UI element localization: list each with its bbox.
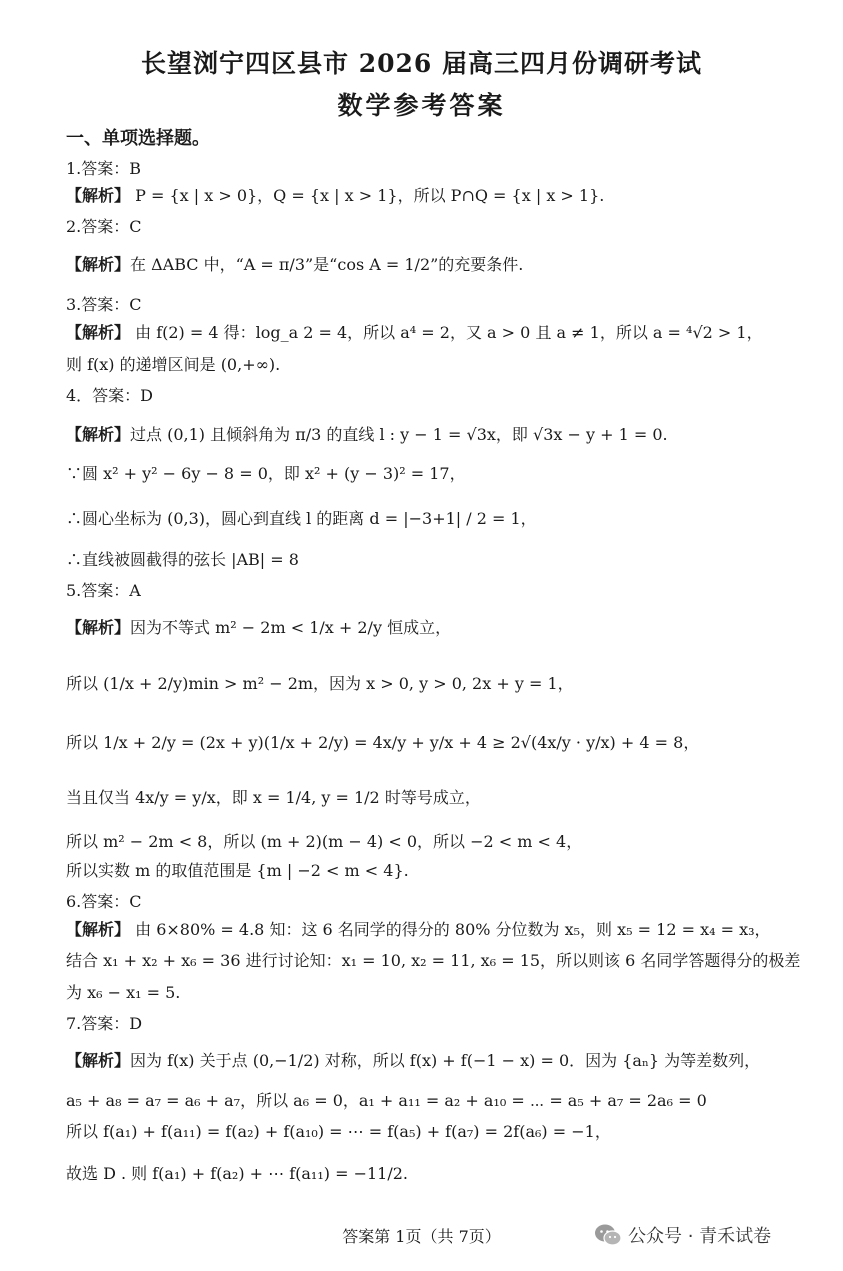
answer-line — [66, 158, 141, 180]
answer-line — [66, 294, 142, 316]
line-text: 所以 m² − 2m < 8，所以 (m + 2)(m − 4) < 0，所以 −2 < m < 4， — [66, 832, 583, 851]
line-text: 故选 D . 则 f(a₁) + f(a₂) + ⋯ f(a₁₁) = −11/2. — [66, 1164, 408, 1183]
explanation-line — [66, 1050, 760, 1072]
line-text: 6.答案：C — [66, 892, 142, 911]
line-text: 在 ΔABC 中，“A = π/3”是“cos A = 1/2”的充要条件. — [130, 255, 524, 274]
answer-line — [66, 891, 142, 913]
explanation-line — [66, 185, 604, 207]
line-text: P = {x | x > 0}，Q = {x | x > 1}，所以 P∩Q = {x | x > 1}. — [130, 186, 605, 205]
answer-line — [66, 216, 142, 238]
section-heading: 一、单项选择题。 — [66, 128, 210, 149]
line-text: 当且仅当 4x/y = y/x，即 x = 1/4, y = 1/2 时等号成立， — [66, 788, 481, 807]
line-text: 过点 (0,1) 且倾斜角为 π/3 的直线 l : y − 1 = √3x，即 √3x − y + 1 = 0. — [130, 425, 668, 444]
page-subtitle: 数学参考答案 — [337, 91, 506, 120]
explanation-tag: 【解析】 — [66, 618, 131, 637]
answer-line — [66, 508, 537, 530]
line-text: 1.答案：B — [66, 159, 142, 178]
explanation-line — [66, 254, 523, 276]
line-text: ∴直线被圆截得的弦长 |AB| = 8 — [66, 550, 299, 569]
explanation-line — [66, 919, 771, 941]
answer-line — [66, 354, 280, 376]
answer-line — [66, 732, 699, 754]
answer-line — [66, 463, 466, 485]
answer-line — [66, 950, 800, 972]
explanation-tag: 【解析】 — [66, 255, 131, 274]
explanation-line — [66, 322, 763, 344]
watermark — [594, 1222, 771, 1248]
explanation-tag: 【解析】 — [66, 186, 131, 205]
line-text: 所以 1/x + 2/y = (2x + y)(1/x + 2/y) = 4x/y + y/x + 4 ≥ 2√(4x/y · y/x) + 4 = 8， — [66, 733, 700, 752]
answer-line — [66, 549, 299, 571]
answer-line — [66, 1163, 408, 1185]
line-text: 3.答案：C — [66, 295, 142, 314]
line-text: 因为不等式 m² − 2m < 1/x + 2/y 恒成立， — [130, 618, 452, 637]
page-title: 长望浏宁四区县市 2026 届高三四月份调研考试 — [141, 49, 702, 78]
answer-line — [66, 831, 582, 853]
answer-line — [66, 385, 153, 407]
wechat-icon — [594, 1223, 622, 1247]
line-text: 7.答案：D — [66, 1014, 143, 1033]
explanation-tag: 【解析】 — [66, 920, 131, 939]
line-text: 2.答案：C — [66, 217, 142, 236]
line-text: 所以 f(a₁) + f(a₁₁) = f(a₂) + f(a₁₀) = ⋯ = f(a₅) + f(a₇) = 2f(a₆) = −1， — [66, 1122, 611, 1141]
line-text: 由 f(2) = 4 得：log_a 2 = 4，所以 a⁴ = 2，又 a > 0 且 a ≠ 1，所以 a = ⁴√2 > 1， — [130, 323, 763, 342]
line-text: 5.答案：A — [66, 581, 141, 600]
watermark-text: 公众号 · 青禾试卷 — [628, 1226, 772, 1247]
line-text: 4．答案：D — [66, 386, 154, 405]
answer-line — [66, 860, 409, 882]
line-text: 因为 f(x) 关于点 (0,−1/2) 对称，所以 f(x) + f(−1 − x) = 0．因为 {aₙ} 为等差数列， — [130, 1051, 761, 1070]
line-text: 所以实数 m 的取值范围是 {m | −2 < m < 4}. — [66, 861, 409, 880]
line-text: 所以 (1/x + 2/y)min > m² − 2m，因为 x > 0, y > 0, 2x + y = 1， — [66, 674, 574, 693]
answer-line — [66, 1121, 611, 1143]
answer-line — [66, 787, 481, 809]
explanation-tag: 【解析】 — [66, 323, 131, 342]
answer-line — [66, 982, 180, 1004]
answer-line — [66, 1013, 142, 1035]
explanation-tag: 【解析】 — [66, 425, 131, 444]
explanation-line — [66, 424, 668, 446]
line-text: 则 f(x) 的递增区间是 (0,+∞). — [66, 355, 281, 374]
page-footer: 答案第 1页（共 7页） — [342, 1227, 501, 1246]
line-text: 由 6×80% = 4.8 知：这 6 名同学的得分的 80% 分位数为 x₅，则 x₅ = 12 = x₄ = x₃， — [130, 920, 771, 939]
line-text: 为 x₆ − x₁ = 5. — [66, 983, 181, 1002]
line-text: 结合 x₁ + x₂ + x₆ = 36 进行讨论知：x₁ = 10, x₂ = 11, x₆ = 15，所以则该 6 名同学答题得分的极差 — [66, 951, 801, 970]
explanation-line — [66, 617, 451, 639]
line-text: ∴圆心坐标为 (0,3)，圆心到直线 l 的距离 d = |−3+1| / 2 = 1， — [66, 509, 537, 528]
line-text: ∵圆 x² + y² − 6y − 8 = 0，即 x² + (y − 3)² = 17， — [66, 464, 466, 483]
answer-line — [66, 673, 574, 695]
answer-line — [66, 1090, 707, 1112]
line-text: a₅ + a₈ = a₇ = a₆ + a₇，所以 a₆ = 0，a₁ + a₁₁ = a₂ + a₁₀ = ⋯ = a₅ + a₇ = 2a₆ = 0 — [66, 1091, 707, 1110]
explanation-tag: 【解析】 — [66, 1051, 131, 1070]
answer-line — [66, 580, 141, 602]
